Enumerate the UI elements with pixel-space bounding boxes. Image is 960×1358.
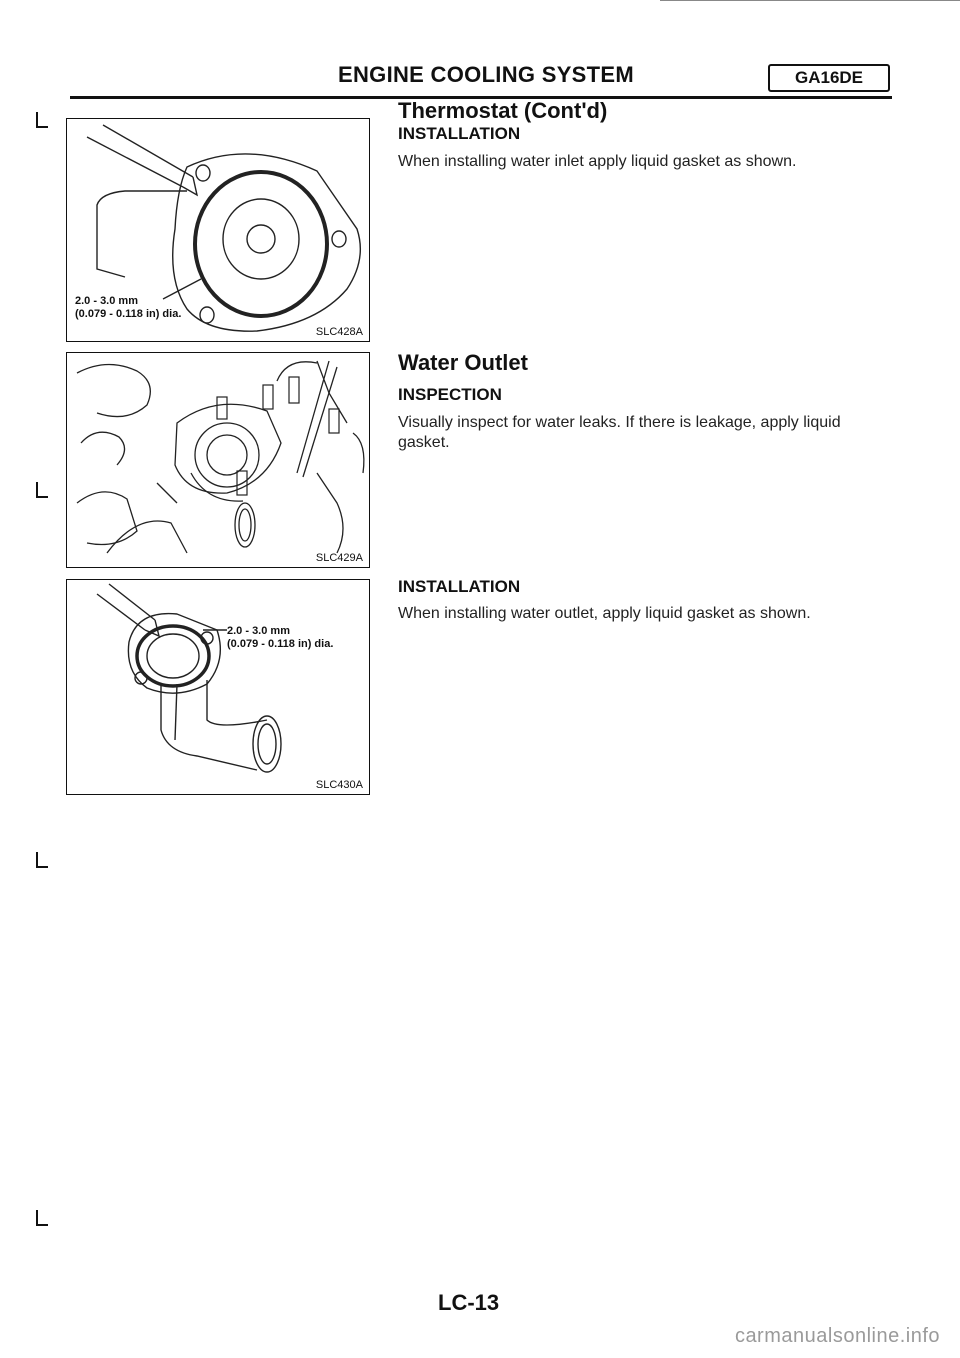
figure-1-label-line1: 2.0 - 3.0 mm: [75, 295, 138, 307]
thermostat-installation-text: When installing water inlet apply liquid gasket as shown.: [398, 153, 797, 170]
figure-water-inlet: [66, 118, 370, 342]
figure-3-label-line2: (0.079 - 0.118 in) dia.: [227, 638, 334, 650]
engine-water-outlet-illustration: [67, 353, 369, 567]
water-outlet-inspection-line2: gasket.: [398, 434, 450, 451]
figure-3-label-line1: 2.0 - 3.0 mm: [227, 625, 290, 637]
margin-mark: [36, 482, 48, 498]
thermostat-installation-heading: INSTALLATION: [398, 124, 521, 143]
page-number: LC-13: [438, 1290, 500, 1315]
water-outlet-inspection-heading: INSPECTION: [398, 385, 502, 404]
water-outlet-title: Water Outlet: [398, 350, 528, 375]
figure-1-label-line2: (0.079 - 0.118 in) dia.: [75, 308, 182, 320]
top-edge-line: [660, 0, 960, 1]
margin-mark: [36, 112, 48, 128]
figure-1-code: SLC428A: [315, 326, 363, 338]
water-outlet-inspection-line1: Visually inspect for water leaks. If there is leakage, apply liquid: [398, 414, 841, 431]
water-outlet-gasket-illustration: [67, 580, 369, 794]
water-outlet-installation-heading: INSTALLATION: [398, 577, 521, 596]
figure-2-code: SLC429A: [315, 552, 363, 564]
figure-water-outlet-inspection: [66, 352, 370, 568]
water-outlet-installation-text: When installing water outlet, apply liquid gasket as shown.: [398, 605, 811, 622]
figure-water-outlet-installation: [66, 579, 370, 795]
watermark: carmanualsonline.info: [734, 1325, 940, 1347]
engine-model-badge: GA16DE: [768, 64, 890, 92]
page-header-title: ENGINE COOLING SYSTEM: [338, 62, 634, 87]
thermostat-title: Thermostat (Cont'd): [398, 98, 608, 123]
figure-3-code: SLC430A: [315, 779, 363, 791]
margin-mark: [36, 1210, 48, 1226]
margin-mark: [36, 852, 48, 868]
